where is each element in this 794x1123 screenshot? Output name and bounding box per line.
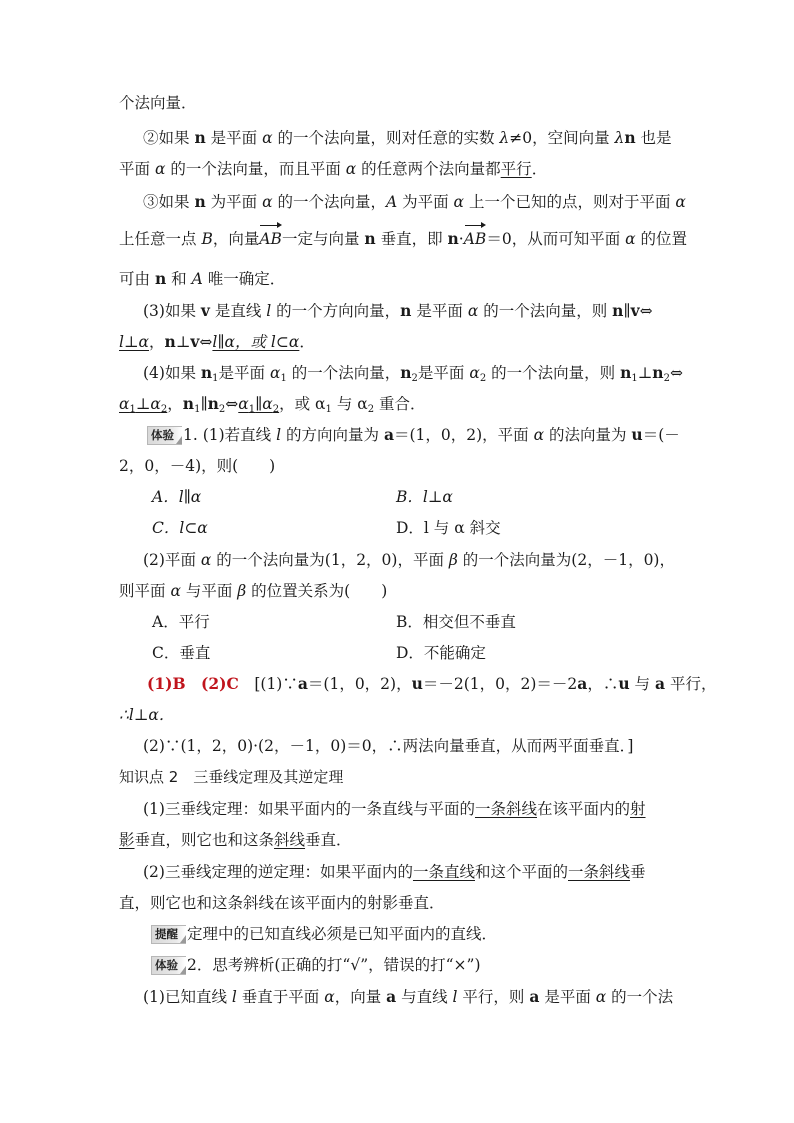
text-line: 体验 2．思考辨析(正确的打“√”，错误的打“×”) <box>151 954 481 976</box>
answer-blank: l∥α，或 l⊂α <box>212 333 300 351</box>
answer-blank: 一条斜线 <box>474 800 537 818</box>
answer-blank: $\alpha_1\perp\alpha_2$ <box>119 395 168 415</box>
tiyan-tag: 体验 <box>151 956 186 975</box>
option-d: D．不能确定 <box>396 644 486 662</box>
option-c: C．l⊂α <box>152 519 208 537</box>
answer-blank: 影 <box>119 831 135 849</box>
text-line: (1)B (2)C [(1)∵a＝(1，0，2)，u＝－2(1，0，2)＝－2a，∴u 与 a 平行， <box>147 674 717 693</box>
tiyan-tag: 体验 <box>147 426 182 445</box>
option-a: A．l∥α <box>152 488 202 506</box>
answer-blank: 平行 <box>500 160 532 178</box>
answer-key: (1)B (2)C <box>147 674 239 693</box>
text-line: (3)如果 v 是直线 l 的一个方向向量，n 是平面 α 的一个法向量，则 n∥v⇔ <box>143 301 653 320</box>
text-line: (2)平面 α 的一个法向量为(1，2，0)，平面 β 的一个法向量为(2，－1，0)， <box>143 551 675 569</box>
answer-blank: 斜线 <box>274 831 306 849</box>
text-line: 个法向量． <box>119 94 197 112</box>
text-line: ③如果 n 为平面 α 的一个法向量，A 为平面 α 上一个已知的点，则对于平面 α <box>143 192 686 211</box>
option-b: B．l⊥α <box>396 488 453 506</box>
option-d: D．l 与 α 斜交 <box>396 519 501 537</box>
answer-blank: 射 <box>630 800 646 818</box>
answer-blank: 一条直线 <box>412 863 475 881</box>
tixing-tag: 提醒 <box>151 925 186 944</box>
text-line: 上任意一点 B，向量AB一定与向量 n 垂直，即 n·AB＝0，从而可知平面 α 的位置 <box>119 229 688 248</box>
option-a: A．平行 <box>152 613 210 631</box>
vector-ab: AB <box>259 230 282 248</box>
text-line: l⊥α，n⊥v⇔l∥α，或 l⊂α． <box>119 332 315 351</box>
text-line: 则平面 α 与平面 β 的位置关系为( ) <box>119 582 388 600</box>
section-heading: 知识点 2 三垂线定理及其逆定理 <box>119 768 344 786</box>
text-line: 2，0，－4)，则( ) <box>119 457 276 475</box>
text-line: 可由 n 和 A 唯一确定． <box>119 269 286 288</box>
answer-blank: l⊥α <box>119 333 150 351</box>
text-line: 体验 1. (1)若直线 l 的方向向量为 a＝(1，0，2)，平面 α 的法向量为 u＝(－ <box>147 424 680 446</box>
option-b: B．相交但不垂直 <box>396 613 516 631</box>
answer-blank: $\alpha_1\parallel\alpha_2$ <box>238 395 280 415</box>
text-line: 直，则它也和这条斜线在该平面内的射影垂直． <box>119 894 445 912</box>
text-line: (1)三垂线定理：如果平面内的一条直线与平面的一条斜线在该平面内的射 <box>143 800 646 818</box>
text-line: (2)三垂线定理的逆定理：如果平面内的一条直线和这个平面的一条斜线垂 <box>143 863 646 881</box>
option-c: C．垂直 <box>152 644 211 662</box>
text-line: 影垂直，则它也和这条斜线垂直． <box>119 831 352 849</box>
text-line: 提醒 定理中的已知直线必须是已知平面内的直线． <box>151 923 497 945</box>
answer-blank: 一条斜线 <box>568 863 631 881</box>
vector-ab: AB <box>463 230 487 248</box>
text-line: (1)已知直线 l 垂直于平面 α，向量 a 与直线 l 平行，则 a 是平面 α 的一个法 <box>143 987 674 1006</box>
text-line: ②如果 n 是平面 α 的一个法向量，则对任意的实数 λ≠0，空间向量 λn 也是 <box>143 128 672 147</box>
text-line: (2)∵(1，2，0)·(2，－1，0)＝0，∴两法向量垂直，从而两平面垂直．] <box>143 737 634 755</box>
text-line: ∴l⊥α． <box>119 706 175 724</box>
text-line: 平面 α 的一个法向量，而且平面 α 的任意两个法向量都平行． <box>119 160 548 178</box>
text-line: (4)如果 $n_1$是平面 $\alpha_1$ 的一个法向量，$n_2$是平面 $\alpha_2$ 的一个法向量，则 $n_1\perp n_2\Leftrightarrow$ <box>143 363 683 384</box>
text-line: $\alpha_1\perp\alpha_2$，$n_1\parallel n_2\Leftrightarrow\alpha_1\parallel\alpha_2$，或 $\alpha_1$ 与 $\alpha_2$ 重合． <box>119 394 426 415</box>
